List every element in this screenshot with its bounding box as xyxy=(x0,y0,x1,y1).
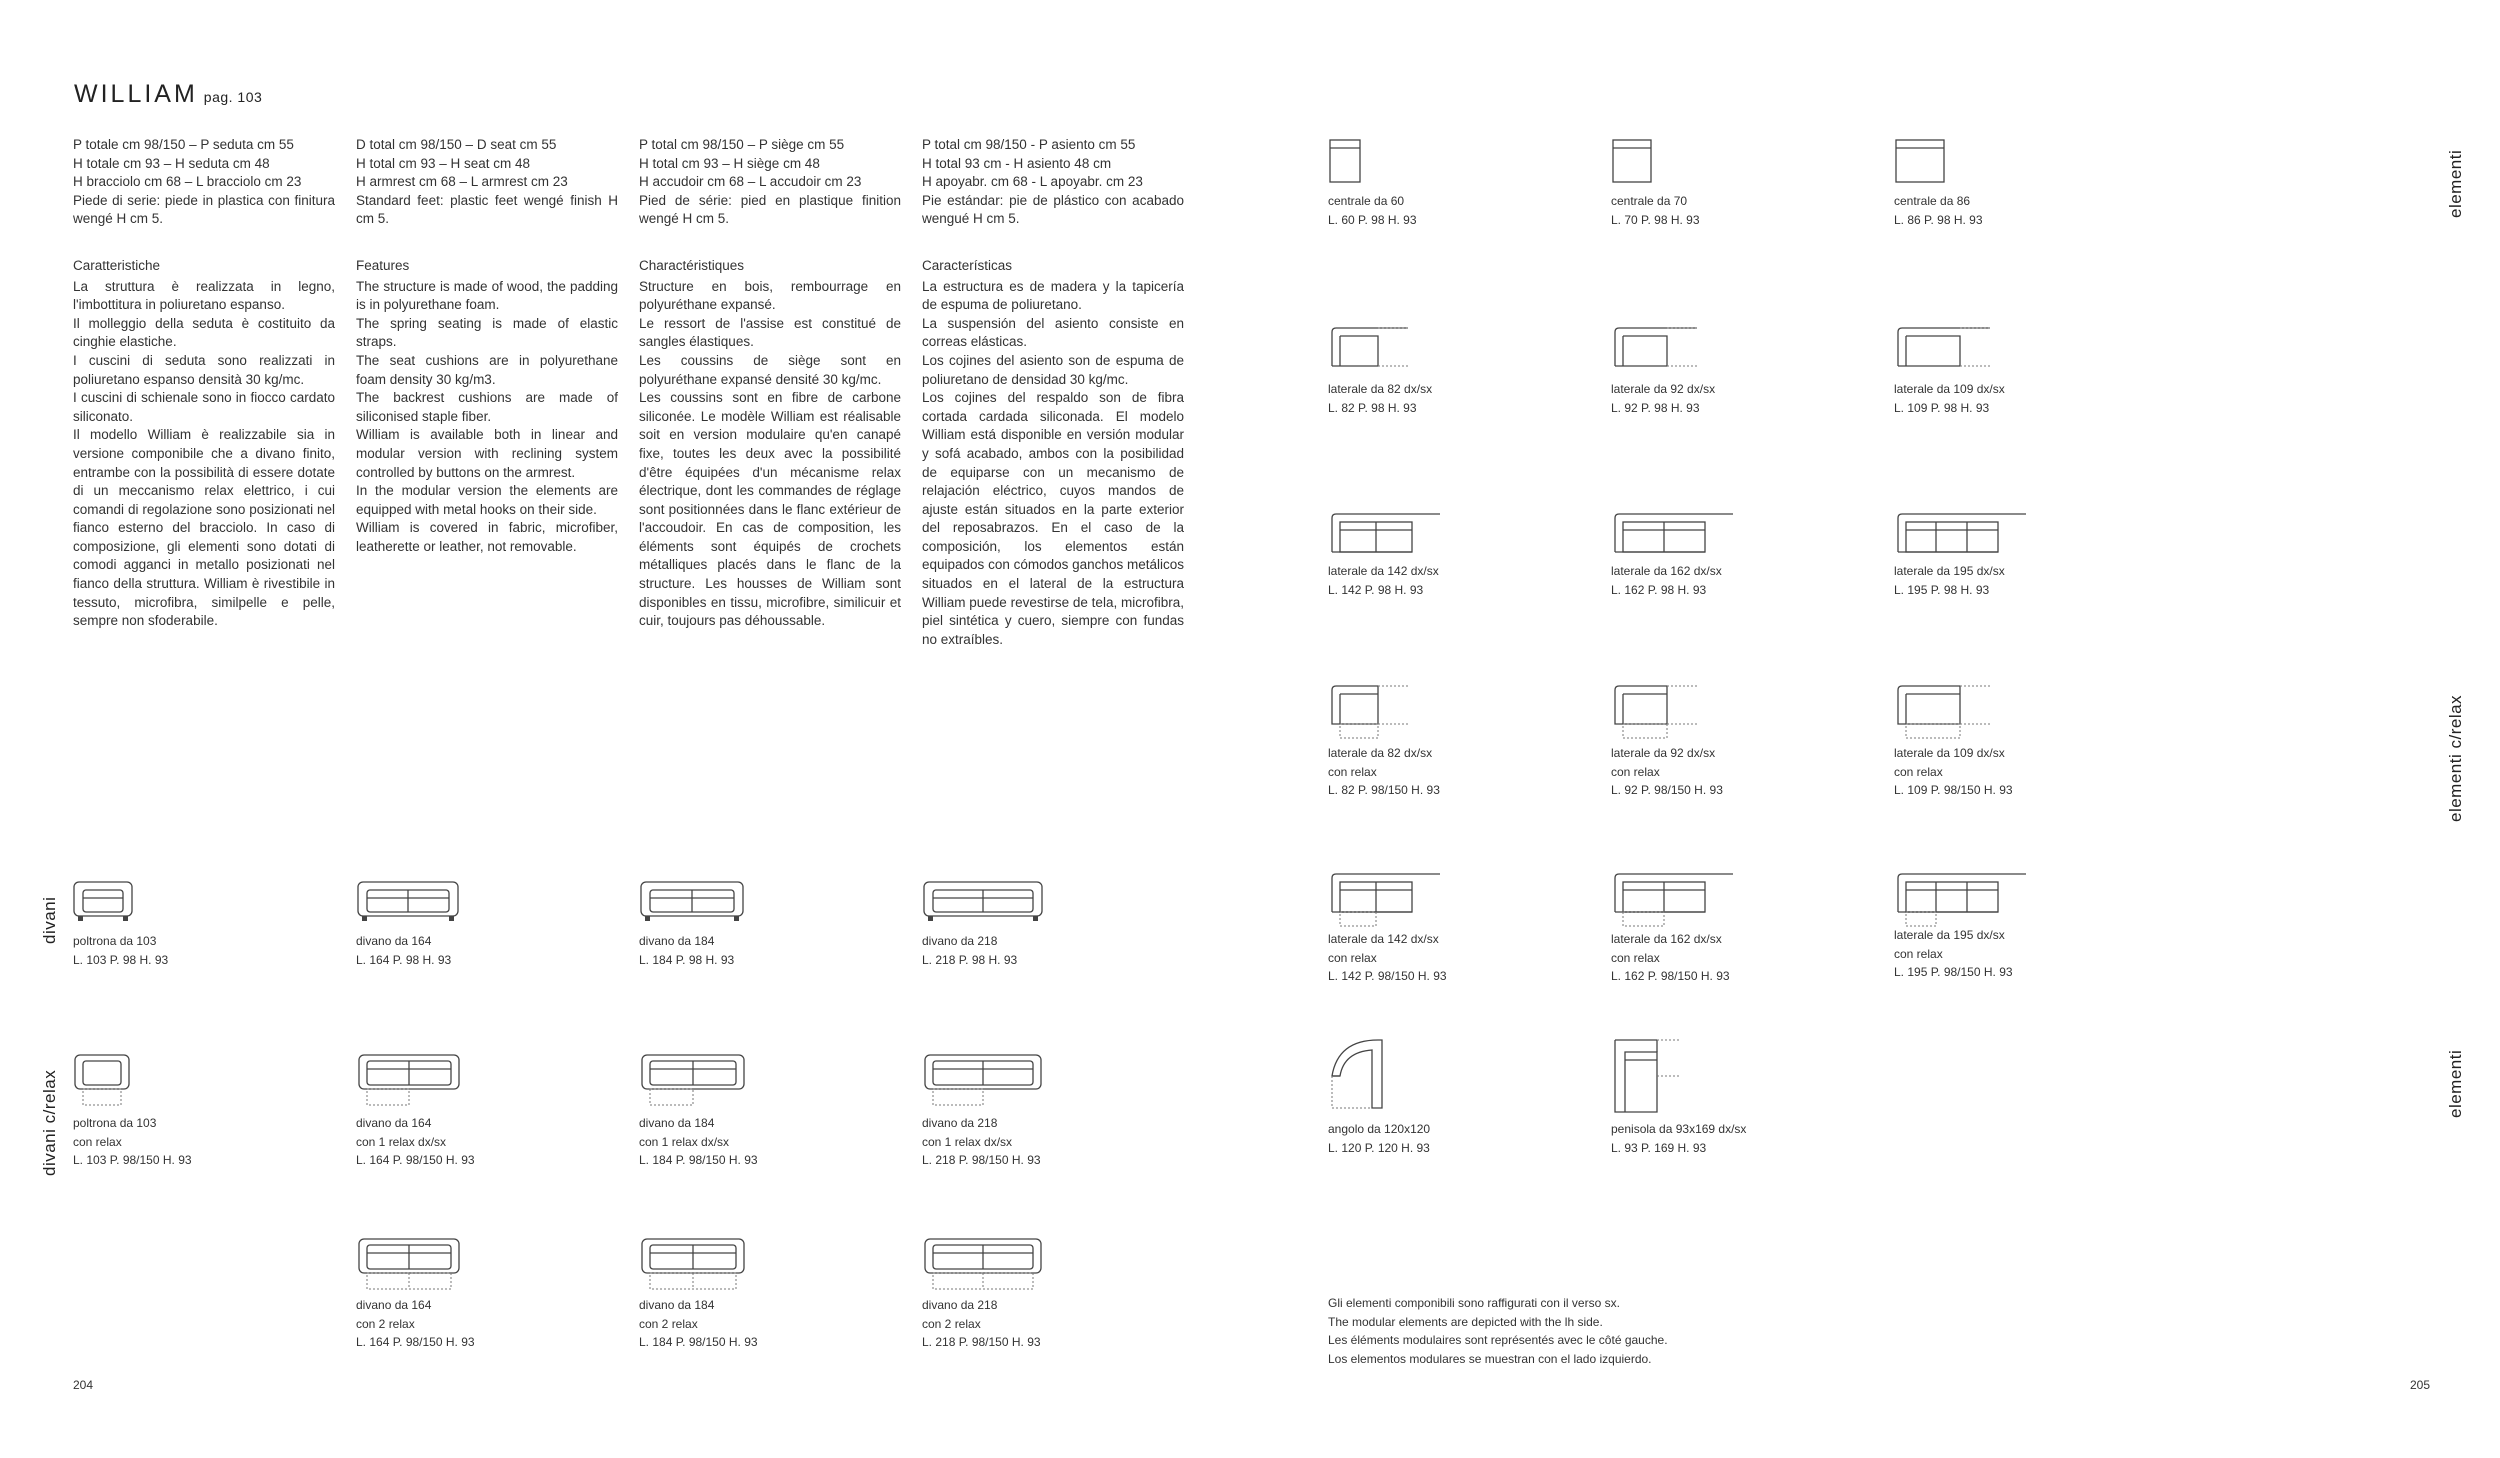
item-sub: con relax xyxy=(1611,950,1660,965)
caption-elementi-extra-1 xyxy=(1611,1120,1746,1157)
page-number-right: 205 xyxy=(2410,1378,2431,1392)
body-es: La estructura es de madera y la tapicería de espuma de poliuretano. La suspensión del asiento consiste en correas elásticas. Los cojines del asiento son de espuma de poliuretano de densidad 30 kg/mc. Los cojines del respaldo son de fibra cortada cardada siliconada. El modelo William está disponible en versión modular y sofá acabado, ambos con la posibilidad de equiparse con un mecanismo de relajación eléctrico, cuyos mandos de ajuste están situados en la parte exterior del reposabrazos. En el caso de la composición, los elementos están equipados con cómodos ganchos metálicos situados en el lateral de la estructura William puede revestirse de tela, microfibra, piel sintética y cuero, siempre con fundas no extraíbles. xyxy=(922,278,1184,647)
sofa-2-relax-icon xyxy=(356,1236,462,1292)
caption-elementi-2 xyxy=(1894,192,1983,229)
item-dims: L. 164 P. 98/150 H. 93 xyxy=(356,1153,475,1168)
footnote-line: Les éléments modulaires sont représentés avec le côté gauche. xyxy=(1328,1333,1668,1347)
item-dims: L. 195 P. 98/150 H. 93 xyxy=(1894,965,2013,980)
item-name: poltrona da 103 xyxy=(73,934,157,948)
side-element-large-icon xyxy=(1894,510,2030,560)
item-name: centrale da 60 xyxy=(1328,194,1405,208)
caption-elementi-relax-2 xyxy=(1894,744,2013,800)
section-label-elementi: elementi xyxy=(2446,149,2465,218)
caption-elementi-relax-5 xyxy=(1894,926,2013,982)
item-dims: L. 92 P. 98/150 H. 93 xyxy=(1611,783,1723,798)
caption-divani-relax-3 xyxy=(922,1114,1041,1170)
specs-en: D total cm 98/150 – D seat cm 55 H total cm 93 – H seat cm 48 H armrest cm 68 – L armrest cm 23 Standard feet: plastic feet wengé finish H cm 5. xyxy=(356,137,618,227)
caption-divani-2 xyxy=(639,932,734,969)
body-en: The structure is made of wood, the padding is in polyurethane foam. The spring seating is made of elastic straps. The seat cushions are in polyurethane foam density 30 kg/m3. The backrest cushions are made of siliconised staple fiber. William is available both in linear and modular version with reclining system controlled by buttons on the armrest. In the modular version the elements are equipped with metal hooks on their side. William is covered in fabric, microfiber, leatherette or leather, not removable. xyxy=(356,278,618,554)
item-dims: L. 218 P. 98/150 H. 93 xyxy=(922,1335,1041,1350)
caption-divani-relax-2 xyxy=(639,1114,758,1170)
item-name: divano da 164 xyxy=(356,934,432,948)
side-element-icon xyxy=(1611,324,1701,376)
item-dims: L. 142 P. 98/150 H. 93 xyxy=(1328,969,1447,984)
item-dims: L. 109 P. 98/150 H. 93 xyxy=(1894,783,2013,798)
item-sub: con 2 relax xyxy=(639,1316,698,1331)
armchair-relax-icon xyxy=(72,1052,134,1108)
item-dims: L. 120 P. 120 H. 93 xyxy=(1328,1140,1430,1155)
item-name: laterale da 92 dx/sx xyxy=(1611,382,1716,396)
sofa-2-relax-icon xyxy=(639,1236,747,1292)
item-name: laterale da 109 dx/sx xyxy=(1894,746,2005,760)
caption-divani-3 xyxy=(922,932,1017,969)
item-dims: L. 109 P. 98 H. 93 xyxy=(1894,400,1990,415)
product-name: WILLIAM xyxy=(74,80,198,108)
item-dims: L. 70 P. 98 H. 93 xyxy=(1611,212,1700,227)
item-sub: con 1 relax dx/sx xyxy=(922,1134,1013,1149)
side-relax-element-icon xyxy=(1894,682,1994,742)
item-dims: L. 142 P. 98 H. 93 xyxy=(1328,582,1424,597)
item-sub: con 1 relax dx/sx xyxy=(356,1134,447,1149)
text-column-fr xyxy=(639,136,901,631)
caption-elementi-5 xyxy=(1894,380,2005,417)
item-dims: L. 184 P. 98 H. 93 xyxy=(639,952,735,967)
central-element-icon xyxy=(1611,138,1653,186)
side-element-icon xyxy=(1894,324,1994,376)
sofa-relax-icon xyxy=(922,1052,1044,1108)
item-name: penisola da 93x169 dx/sx xyxy=(1611,1122,1747,1136)
caption-elementi-extra-0 xyxy=(1328,1120,1430,1157)
body-fr: Structure en bois, rembourrage en polyuréthane expansé. Le ressort de l'assise est constitué de sangles élastiques. Les coussins de siège sont en polyuréthane expansé densité 30 kg/mc. Les coussins sont en fibre de carbone siliconée. Le modèle William est réalisable soit en version modulaire qu'en canapé fixe, toutes les deux avec la possibilité d'être équipées d'un mécanisme relax électrique, dont les commandes de réglage sont positionnées dans le flanc extérieur de l'accoudoir. En cas de composition, les éléments sont équipés de crochets métalliques placés dans le flanc de la structure. Les housses de William sont disponibles en tissu, microfibre, similicuir et cuir, toujours pas déhoussable. xyxy=(639,278,901,629)
specs-es: P total cm 98/150 - P asiento cm 55 H total 93 cm - H asiento 48 cm H apoyabr. cm 68 - L apoyabr. cm 23 Pie estándar: pie de plástico con acabado wengué H cm 5. xyxy=(922,137,1184,227)
item-sub: con 2 relax xyxy=(922,1316,981,1331)
sofa-icon xyxy=(922,876,1044,924)
caption-divani-relax-0 xyxy=(73,1114,192,1170)
section-label-divani-relax: divani c/relax xyxy=(40,1069,59,1176)
item-sub: con relax xyxy=(73,1134,122,1149)
side-relax-large-icon xyxy=(1328,870,1444,930)
heading-es: Características xyxy=(922,257,1013,273)
item-name: laterale da 109 dx/sx xyxy=(1894,382,2005,396)
side-element-large-icon xyxy=(1611,510,1737,560)
text-column-es xyxy=(922,136,1184,649)
section-label-divani: divani xyxy=(40,896,59,944)
sofa-relax-icon xyxy=(639,1052,747,1108)
footnote-line: Gli elementi componibili sono raffigurati con il verso sx. xyxy=(1328,1296,1620,1310)
caption-elementi-4 xyxy=(1611,380,1715,417)
page-number-left: 204 xyxy=(73,1378,94,1392)
caption-elementi-relax-3 xyxy=(1328,930,1447,986)
item-dims: L. 164 P. 98/150 H. 93 xyxy=(356,1335,475,1350)
item-name: divano da 184 xyxy=(639,1298,715,1312)
body-it: La struttura è realizzata in legno, l'imbottitura in poliuretano espanso. Il molleggio della seduta è costituito da cinghie elastiche. I cuscini di seduta sono realizzati in poliuretano espanso densità 30 kg/mc. I cuscini di schienale sono in fiocco cardato siliconato. Il modello William è realizzabile sia in versione componibile che a divano finito, entrambe con la possibilità di essere dotate di un meccanismo relax elettrico, i cui comandi di regolazione sono posizionati nel fianco esterno del bracciolo. In caso di composizione, gli elementi sono dotati di comodi agganci in metallo posizionati nel fianco della struttura. William è rivestibile in tessuto, microfibra, similpelle e pelle, sempre non sfoderabile. xyxy=(73,278,335,629)
central-element-icon xyxy=(1894,138,1946,186)
text-column-it xyxy=(73,136,335,631)
item-name: centrale da 86 xyxy=(1894,194,1971,208)
item-sub: con 2 relax xyxy=(356,1316,415,1331)
item-dims: L. 60 P. 98 H. 93 xyxy=(1328,212,1417,227)
item-name: laterale da 162 dx/sx xyxy=(1611,564,1722,578)
item-name: divano da 218 xyxy=(922,1116,998,1130)
item-name: laterale da 142 dx/sx xyxy=(1328,564,1439,578)
corner-element-icon xyxy=(1328,1036,1388,1112)
armchair-icon xyxy=(72,876,134,924)
caption-elementi-3 xyxy=(1328,380,1432,417)
caption-divani-relax2-0 xyxy=(356,1296,475,1352)
item-name: laterale da 82 dx/sx xyxy=(1328,382,1433,396)
item-name: centrale da 70 xyxy=(1611,194,1688,208)
item-name: divano da 218 xyxy=(922,934,998,948)
side-element-large-icon xyxy=(1328,510,1444,560)
caption-elementi-relax-4 xyxy=(1611,930,1730,986)
item-name: divano da 164 xyxy=(356,1116,432,1130)
footnote-line: The modular elements are depicted with the lh side. xyxy=(1328,1314,1603,1329)
item-dims: L. 184 P. 98/150 H. 93 xyxy=(639,1153,758,1168)
side-relax-large-icon xyxy=(1894,870,2030,930)
item-dims: L. 103 P. 98/150 H. 93 xyxy=(73,1153,192,1168)
item-dims: L. 162 P. 98 H. 93 xyxy=(1611,582,1707,597)
specs-fr: P total cm 98/150 – P siège cm 55 H total cm 93 – H siège cm 48 H accudoir cm 68 – L accudoir cm 23 Pied de série: pied en plastique finition wengé H cm 5. xyxy=(639,137,901,227)
item-name: laterale da 195 dx/sx xyxy=(1894,564,2005,578)
item-dims: L. 93 P. 169 H. 93 xyxy=(1611,1140,1707,1155)
side-relax-element-icon xyxy=(1611,682,1701,742)
item-sub: con relax xyxy=(1328,950,1377,965)
item-name: angolo da 120x120 xyxy=(1328,1122,1431,1136)
item-sub: con 1 relax dx/sx xyxy=(639,1134,730,1149)
caption-elementi-6 xyxy=(1328,562,1439,599)
caption-elementi-relax-1 xyxy=(1611,744,1723,800)
section-label-elementi-bottom: elementi xyxy=(2446,1049,2465,1118)
item-dims: L. 82 P. 98 H. 93 xyxy=(1328,400,1417,415)
item-name: laterale da 92 dx/sx xyxy=(1611,746,1716,760)
item-name: laterale da 142 dx/sx xyxy=(1328,932,1439,946)
item-sub: con relax xyxy=(1611,764,1660,779)
modular-footnote xyxy=(1328,1294,1668,1368)
item-dims: L. 218 P. 98/150 H. 93 xyxy=(922,1153,1041,1168)
item-name: laterale da 82 dx/sx xyxy=(1328,746,1433,760)
heading-fr: Charactéristiques xyxy=(639,257,745,273)
caption-divani-0 xyxy=(73,932,168,969)
caption-elementi-relax-0 xyxy=(1328,744,1440,800)
central-element-icon xyxy=(1328,138,1362,186)
item-dims: L. 184 P. 98/150 H. 93 xyxy=(639,1335,758,1350)
item-dims: L. 103 P. 98 H. 93 xyxy=(73,952,169,967)
text-column-en xyxy=(356,136,618,556)
item-dims: L. 92 P. 98 H. 93 xyxy=(1611,400,1700,415)
caption-elementi-1 xyxy=(1611,192,1700,229)
item-name: laterale da 162 dx/sx xyxy=(1611,932,1722,946)
item-name: poltrona da 103 xyxy=(73,1116,157,1130)
side-element-icon xyxy=(1328,324,1412,376)
page-reference: pag. 103 xyxy=(203,89,263,105)
caption-divani-relax-1 xyxy=(356,1114,475,1170)
item-name: divano da 184 xyxy=(639,1116,715,1130)
side-relax-element-icon xyxy=(1328,682,1412,742)
page-title xyxy=(74,80,262,109)
item-dims: L. 195 P. 98 H. 93 xyxy=(1894,582,1990,597)
specs-it: P totale cm 98/150 – P seduta cm 55 H totale cm 93 – H seduta cm 48 H bracciolo cm 68 – L bracciolo cm 23 Piede di serie: piede in plastica con finitura wengé H cm 5. xyxy=(73,137,335,227)
item-dims: L. 162 P. 98/150 H. 93 xyxy=(1611,969,1730,984)
caption-divani-relax2-1 xyxy=(639,1296,758,1352)
sofa-icon xyxy=(639,876,745,924)
chaise-element-icon xyxy=(1611,1036,1685,1116)
caption-elementi-0 xyxy=(1328,192,1417,229)
heading-it: Caratteristiche xyxy=(73,257,161,273)
item-dims: L. 82 P. 98/150 H. 93 xyxy=(1328,783,1440,798)
item-name: divano da 218 xyxy=(922,1298,998,1312)
section-label-elementi-relax: elementi c/relax xyxy=(2446,694,2465,822)
item-sub: con relax xyxy=(1894,764,1943,779)
item-name: divano da 164 xyxy=(356,1298,432,1312)
item-sub: con relax xyxy=(1328,764,1377,779)
caption-elementi-8 xyxy=(1894,562,2005,599)
caption-divani-relax2-2 xyxy=(922,1296,1041,1352)
item-dims: L. 164 P. 98 H. 93 xyxy=(356,952,452,967)
item-dims: L. 86 P. 98 H. 93 xyxy=(1894,212,1983,227)
side-relax-large-icon xyxy=(1611,870,1737,930)
item-name: laterale da 195 dx/sx xyxy=(1894,928,2005,942)
item-name: divano da 184 xyxy=(639,934,715,948)
sofa-relax-icon xyxy=(356,1052,462,1108)
caption-divani-1 xyxy=(356,932,451,969)
sofa-2-relax-icon xyxy=(922,1236,1044,1292)
footnote-line: Los elementos modulares se muestran con el lado izquierdo. xyxy=(1328,1351,1652,1366)
item-dims: L. 218 P. 98 H. 93 xyxy=(922,952,1018,967)
caption-elementi-7 xyxy=(1611,562,1722,599)
item-sub: con relax xyxy=(1894,946,1943,961)
heading-en: Features xyxy=(356,257,410,273)
sofa-icon xyxy=(356,876,460,924)
